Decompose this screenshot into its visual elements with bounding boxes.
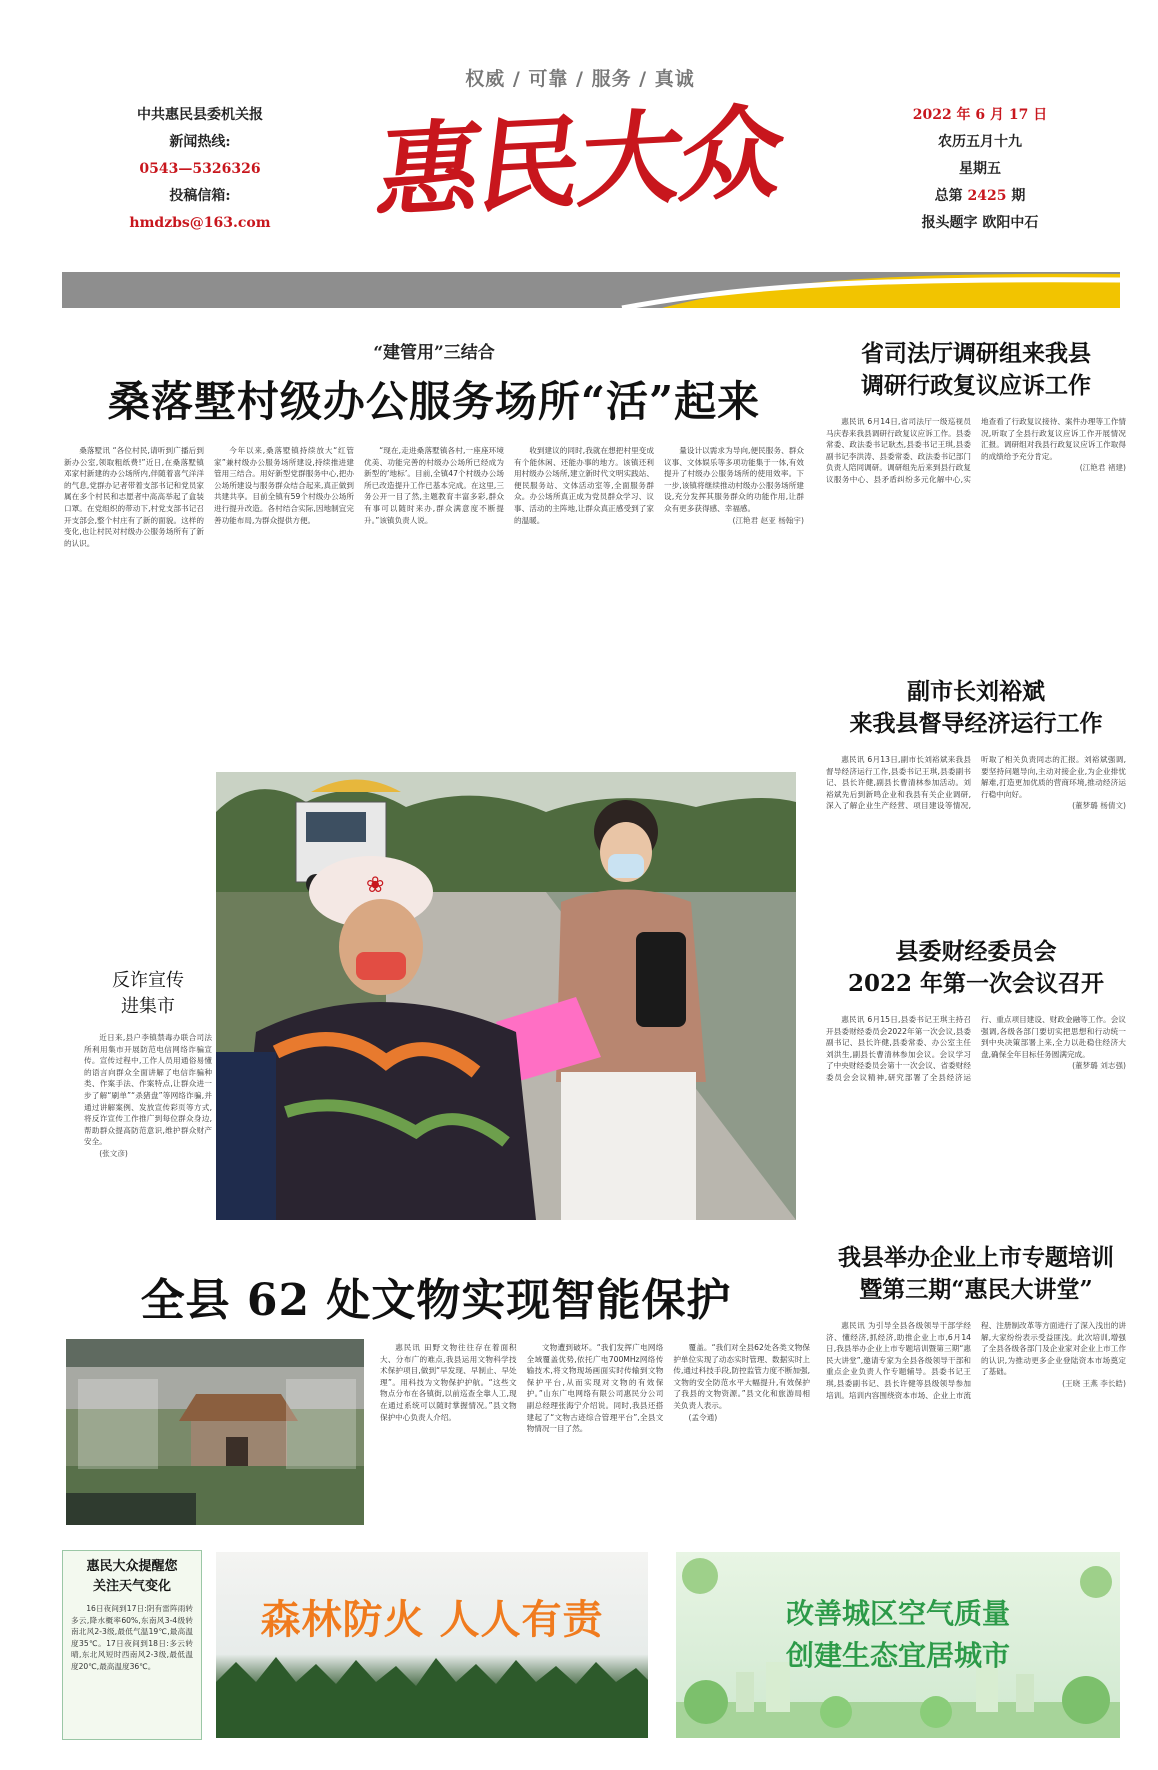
volunteer-photo-illustration (216, 772, 796, 1220)
relics-byline: (孟令通) (688, 1412, 718, 1422)
right-article-2-title: 副市长刘裕斌 来我县督导经济运行工作 (849, 678, 1103, 737)
right-article-4-body: 惠民讯 为引导全县各级领导干部学经济、懂经济,抓经济,助推企业上市,6月14日,我县举办企业上市专题培训暨第三期“惠民大讲堂”,邀请专家为全县各级领导干部和重点企业负责人作专题辅导。县委书记王琪,县委副书记、县长许健等县级领导参加培训。培训内容围绕资本市场、企业上市流程、注册制改革等方面进行了深入浅出的讲解,大家纷纷表示受益匪浅。此次培训,增强了全县各级各部门及企业家对企业上市工作的认识,为推动更多企业登陆资本市场奠定了基础。 (王晓 王燕 李长皓) (826, 1321, 1126, 1400)
lead-column-1: 桑落墅讯 “各位村民,请听到广播后到新办公室,领取粗纸费!”近日,在桑落墅镇邓家村新建的办公场所内,伴随着喜气洋洋的气息,党群办记者带着支部书记和党员家属在多个村民和志愿者中高高举起了盒装口罩。在党组织的带动下,村党支部书记召开支部会,整个村庄有了新的面貌。这样的变化,也让村民对村级办公服务场所有了新的认识。 (64, 446, 204, 548)
right-article-4-title: 我县举办企业上市专题培训 暨第三期“惠民大讲堂” (838, 1244, 1114, 1303)
right-article-2 (826, 676, 1126, 926)
party-organ: 中共惠民县委机关报 (137, 107, 263, 123)
issue-total: 总第 2425 期 (934, 188, 1026, 204)
svg-text:❀: ❀ (366, 873, 385, 898)
weather-body: 16日夜间到17日:阴有雷阵雨转多云,降水概率60%,东南风3-4级转南北风2-3级,最低气温19℃,最高温度35℃。17日夜间到18日:多云转晴,东北风短时西南风2-3级,最低温度20℃,最高温度36℃。 (71, 1604, 193, 1671)
antifraud-body: 近日来,县户李镇禁毒办联合司法所利用集市开展防范电信网络诈骗宣传。宣传过程中,工作人员用通俗易懂的语言向群众全面讲解了电信诈骗种类、作案手法、作案特点,让群众进一步了解“刷单”“杀猪盘”等网络诈骗,并通过讲解案例、发放宣传彩页等方式,将反诈宣传工作推广到每位群众身边,帮助群众提高防范意识,维护群众财产安全。 (张文彦) (84, 1033, 212, 1158)
lead-column-5 (664, 445, 804, 705)
antifraud-sidebar (84, 968, 212, 1218)
email-label: 投稿信箱: (169, 188, 231, 204)
hotline-label: 新闻热线: (169, 134, 231, 150)
right-article-3-byline: (董梦璐 刘志强) (1072, 1061, 1126, 1071)
lead-story (64, 338, 804, 713)
masthead (0, 0, 1158, 300)
lead-byline: (江艳君 赵亚 杨翰宇) (732, 515, 804, 525)
air-quality-ad (676, 1552, 1120, 1738)
photo-cultural-relic (66, 1339, 364, 1525)
weather-title: 惠民大众提醒您 关注天气变化 (86, 1559, 178, 1594)
lunar-date: 农历五月十九 (938, 134, 1022, 150)
right-article-3 (826, 936, 1126, 1236)
relics-column-3: 覆盖。“我们对全县62处各类文物保护单位实现了动态实时管理、数据实时上传,通过科技手段,防控监管力度不断加强,文物的安全防范水平大幅提升,有效保护了我县的文物资源。”县文化和旅游局相关负责人表示。 (孟令通) (673, 1343, 810, 1422)
lead-columns (64, 445, 804, 705)
right-article-3-body: 惠民讯 6月15日,县委书记王琪主持召开县委财经委员会2022年第一次会议,县委副书记、县长许健,县委常委、办公室主任刘洪生,副县长曹清林参加会议。会议学习了中央财经委员会第十一次会议、省委财经委员会会议精神,研究部署了全县经济运行、重点项目建设、财政金融等工作。会议强调,各级各部门要切实把思想和行动统一到中央决策部署上来,全力以赴稳住经济大盘,确保全年目标任务圆满完成。 (董梦璐 刘志强) (826, 1015, 1126, 1082)
air-quality-line-1: 改善城区空气质量 (785, 1597, 1010, 1630)
lead-headline: 桑落墅村级办公服务场所“活”起来 (107, 377, 761, 426)
lead-kicker: “建管用”三结合 (373, 343, 495, 363)
right-article-3-title: 县委财经委员会 2022 年第一次会议召开 (847, 938, 1105, 997)
antifraud-title: 反诈宣传 进集市 (112, 970, 184, 1017)
relics-headline: 全县 62 处文物实现智能保护 (140, 1275, 732, 1326)
antifraud-byline: (张文彦) (99, 1148, 128, 1158)
title-inscription: 报头题字 欧阳中石 (921, 215, 1039, 231)
hotline-number: 0543—5326326 (139, 161, 261, 177)
weather-box (62, 1550, 202, 1740)
weekday: 星期五 (959, 161, 1001, 177)
relics-column-2: 文物遭到破坏。“我们发挥广电网络全域覆盖优势,依托广电700MHz网络传输技术,将文物现场画面实时传输到文物保护平台,从而实现对文物的有效保护。”山东广电网络有限公司惠民分公司副总经理张海宁介绍说。同时,我县还搭建起了“文物古迹综合管理平台”,全县文物情况一目了然。 (526, 1343, 664, 1434)
relic-photo-illustration (66, 1339, 364, 1525)
slogan: 权威 / 可靠 / 服务 / 真诚 (465, 68, 695, 90)
right-article-2-byline: (董梦璐 杨倩文) (1072, 801, 1126, 811)
email-address: hmdzbs@163.com (129, 215, 271, 231)
brush-calligraphy-title (370, 92, 800, 242)
right-article-1 (826, 338, 1126, 658)
lead-column-5-text: 量设计以需求为导向,便民服务、群众议事、文体娱乐等多项功能集于一体,有效提升了村级办公服务场所的使用效率。下一步,该镇将继续推动村级办公服务场所建设,充分发挥其服务群众的功能作用,让群众有更多获得感、幸福感。 (664, 446, 804, 513)
air-quality-line-2: 创建生态宜居城市 (785, 1639, 1010, 1672)
right-article-2-body: 惠民讯 6月13日,副市长刘裕斌来我县督导经济运行工作,县委书记王琪,县委副书记、县长许健,副县长曹清林参加活动。刘裕斌先后到新鸣企业和我县有关企业调研,深入了解企业生产经营、项目建设等情况,听取了相关负责同志的汇报。刘裕斌强调,要坚持问题导向,主动对接企业,为企业排忧解难,打造更加优质的营商环境,推动经济运行稳中向好。 (董梦璐 杨倩文) (826, 755, 1126, 811)
lead-column-3: “现在,走进桑落墅镇各村,一座座环境优美、功能完善的村级办公场所已经成为新型的‘地标’。目前,全镇47个村级办公场所已改造提升工作已基本完成。在这里,三务公开一目了然,主题教育丰富多彩,群众有事可以随时来办,群众满意度不断提升。”该镇负责人说。 (364, 446, 504, 525)
issue-date: 2022 年 6 月 17 日 (912, 107, 1048, 123)
relics-feature (62, 1264, 810, 1534)
right-article-4 (826, 1242, 1126, 1532)
relics-column-1: 惠民讯 田野文物往往存在着面积大、分布广的难点,我县运用文物科学技术保护项目,做到“早发现、早制止、早处理”。用科技为文物保护护航。“这些文物点分布在各镇街,以前巡查全靠人工,现在通过系统可以随时掌握情况。”县文物保护中心负责人介绍。 (380, 1343, 517, 1422)
photo-volunteer (216, 772, 796, 1220)
right-article-1-byline: (江艳君 褚建) (1079, 463, 1126, 473)
relics-columns (380, 1342, 810, 1528)
masthead-right-info (900, 102, 1060, 237)
forest-icon (216, 1652, 648, 1738)
lead-column-2: 今年以来,桑落墅镇持续放大“红管家”兼村级办公服务场所建设,持续推进建管用三结合。用好新型党群服务中心,把办公场所建设与服务群众结合起来,真正做到共建共享。目前全镇有59个村级办公场所进行提升改造。各村结合实际,因地制宜完善功能布局,为群众提供方便。 (214, 446, 354, 525)
band-graphic (62, 272, 1120, 308)
right-article-1-title: 省司法厅调研组来我县 调研行政复议应诉工作 (861, 340, 1091, 399)
right-article-1-body: 惠民讯 6月14日,省司法厅一级巡视员马庆春来我县调研行政复议应诉工作。县委常委、政法委书记耿杰,县委书记王琪,县委副书记李洪涛、县委常委、政法委书记部门负责人陪同调研。调研组先后来到县行政复议服务中心、县矛盾纠纷多元化解中心,实地查看了行政复议接待、案件办理等工作情况,听取了全县行政复议应诉工作开展情况汇报。调研组对我县行政复议应诉工作取得的成绩给予充分肯定。 (江艳君 褚建) (826, 417, 1126, 484)
masthead-left-info (120, 102, 280, 237)
newspaper-title: 惠民大众 (370, 92, 789, 233)
lead-column-4: 收到建议的同时,我就在想把村里变成有个能休闲、还能办事的地方。该镇还利用村级办公场所,建立新时代文明实践站、便民服务站、文体活动室等,全面服务群众。办公场所真正成为党员群众学习、议事、活动的主阵地,让群众真正感受到了家的温暖。 (514, 446, 654, 525)
masthead-band (62, 272, 1120, 308)
forest-fire-ad (216, 1552, 648, 1738)
forest-fire-slogan: 森林防火 人人有责 (260, 1597, 604, 1643)
right-article-4-byline: (王晓 王燕 李长皓) (1062, 1378, 1126, 1388)
